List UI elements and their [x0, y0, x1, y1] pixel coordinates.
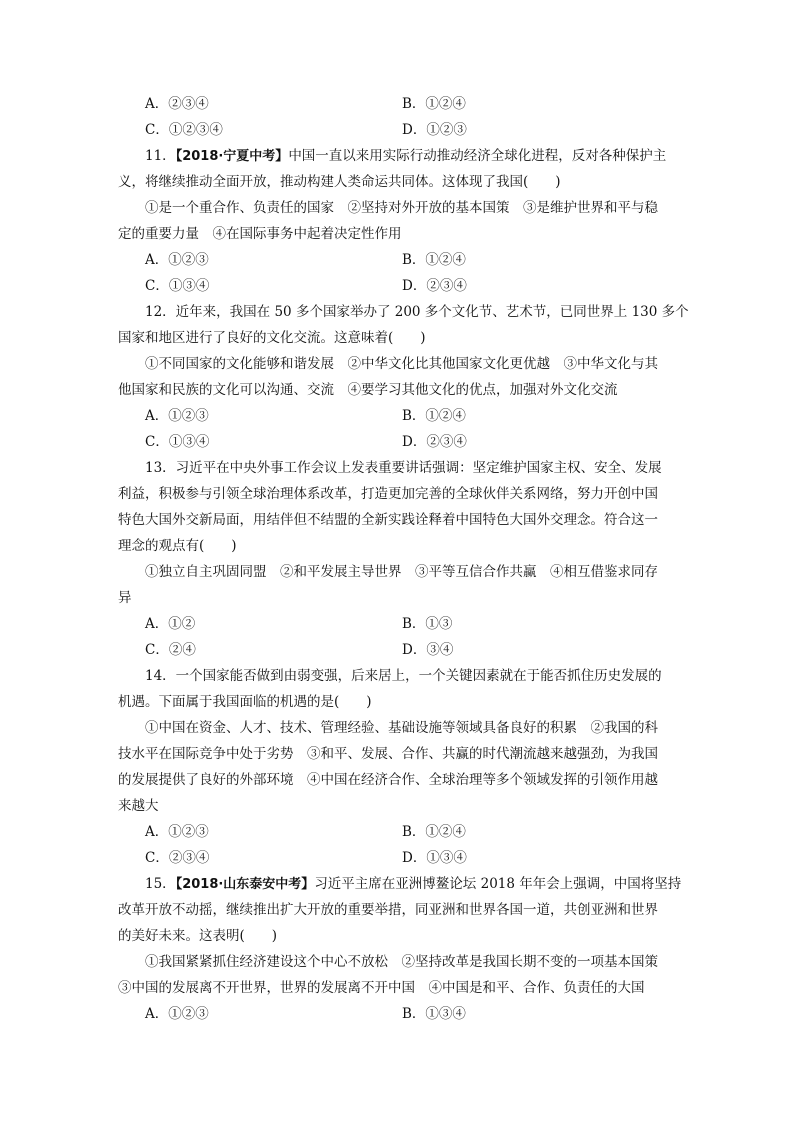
q15-stem-line3: 的美好未来。这表明( ) — [118, 928, 278, 944]
q12-option-a: A．①②③ — [145, 408, 209, 424]
prev-option-c: C．①②③④ — [145, 122, 223, 138]
q13-option-c: C．②④ — [145, 642, 196, 658]
q11-stem-text: 中国一直以来用实际行动推动经济全球化进程，反对各种保护主 — [288, 148, 667, 164]
q15-stem-line2: 改革开放不动摇，继续推出扩大开放的重要举措，同亚洲和世界各国一道，共创亚洲和世界 — [118, 902, 658, 918]
q11-statements-line1: ①是一个重合作、负责任的国家 ②坚持对外开放的基本国策 ③是维护世界和平与稳 — [145, 200, 658, 216]
q13-stem-line3: 特色大国外交新局面，用结伴但不结盟的全新实践诠释着中国特色大国外交理念。符合这一 — [118, 512, 658, 528]
q13-option-d: D．③④ — [402, 642, 454, 658]
q11-option-d: D．②③④ — [402, 278, 467, 294]
q14-statements-line1: ①中国在资金、人才、技术、管理经验、基础设施等领域具备良好的积累 ②我国的科 — [145, 720, 658, 736]
q11-statements-line2: 定的重要力量 ④在国际事务中起着决定性作用 — [118, 226, 402, 242]
q15-option-a: A．①②③ — [145, 1006, 209, 1022]
q15-statements-line1: ①我国紧紧抓住经济建设这个中心不放松 ②坚持改革是我国长期不变的一项基本国策 — [145, 954, 658, 970]
q12-option-c: C．①③④ — [145, 434, 210, 450]
q15-option-b: B．①③④ — [402, 1006, 466, 1022]
q14-option-c: C．②③④ — [145, 850, 210, 866]
q15-number: 15． — [145, 876, 176, 892]
q15-stem-line1 — [145, 874, 705, 894]
q14-option-b: B．①②④ — [402, 824, 466, 840]
q15-stem-text: 习近平主席在亚洲博鳌论坛 2018 年年会上强调，中国将坚持 — [314, 876, 682, 892]
q12-stem-line1: 12．近年来，我国在 50 多个国家举办了 200 多个文化节、艺术节，已同世界上 130 多个 — [145, 304, 689, 320]
q13-statements-line1: ①独立自主巩固同盟 ②和平发展主导世界 ③平等互信合作共赢 ④相互借鉴求同存 — [145, 564, 658, 580]
q11-option-a: A．①②③ — [145, 252, 209, 268]
q12-statements-line1: ①不同国家的文化能够和谐发展 ②中华文化比其他国家文化更优越 ③中华文化与其 — [145, 356, 658, 372]
q12-option-b: B．①②④ — [402, 408, 466, 424]
q13-stem-line2: 利益，积极参与引领全球治理体系改革，打造更加完善的全球伙伴关系网络，努力开创中国 — [118, 486, 658, 502]
q11-stem-line1 — [145, 146, 705, 166]
q14-option-a: A．①②③ — [145, 824, 209, 840]
prev-option-d: D．①②③ — [402, 122, 467, 138]
q14-stem-line2: 机遇。下面属于我国面临的机遇的是( ) — [118, 694, 372, 710]
q11-option-c: C．①③④ — [145, 278, 210, 294]
q14-statements-line3: 的发展提供了良好的外部环境 ④中国在经济合作、全球治理等多个领域发挥的引领作用越 — [118, 772, 658, 788]
q11-source-tag: 【2018·宁夏中考】 — [175, 149, 289, 164]
prev-option-b: B．①②④ — [402, 96, 466, 112]
prev-option-a: A．②③④ — [145, 96, 209, 112]
q13-option-b: B．①③ — [402, 616, 453, 632]
q12-stem-line2: 国家和地区进行了良好的文化交流。这意味着( ) — [118, 330, 426, 346]
q13-option-a: A．①② — [145, 616, 196, 632]
q14-statements-line4: 来越大 — [118, 798, 159, 814]
q12-option-d: D．②③④ — [402, 434, 467, 450]
q12-statements-line2: 他国家和民族的文化可以沟通、交流 ④要学习其他文化的优点，加强对外文化交流 — [118, 382, 618, 398]
q15-statements-line2: ③中国的发展离不开世界，世界的发展离不开中国 ④中国是和平、合作、负责任的大国 — [118, 980, 645, 996]
q11-number: 11． — [145, 148, 176, 164]
q13-statements-line2: 异 — [118, 590, 132, 606]
q14-statements-line2: 技水平在国际竞争中处于劣势 ③和平、发展、合作、共赢的时代潮流越来越强劲，为我国 — [118, 746, 658, 762]
q13-stem-line4: 理念的观点有( ) — [118, 538, 237, 554]
q14-stem-line1: 14．一个国家能否做到由弱变强，后来居上，一个关键因素就在于能否抓住历史发展的 — [145, 668, 662, 684]
q13-stem-line1: 13．习近平在中央外事工作会议上发表重要讲话强调：坚定维护国家主权、安全、发展 — [145, 460, 662, 476]
q11-option-b: B．①②④ — [402, 252, 466, 268]
q11-stem-line2: 义，将继续推动全面开放，推动构建人类命运共同体。这体现了我国( ) — [118, 174, 561, 190]
q15-source-tag: 【2018·山东泰安中考】 — [175, 877, 315, 892]
q14-option-d: D．①③④ — [402, 850, 467, 866]
